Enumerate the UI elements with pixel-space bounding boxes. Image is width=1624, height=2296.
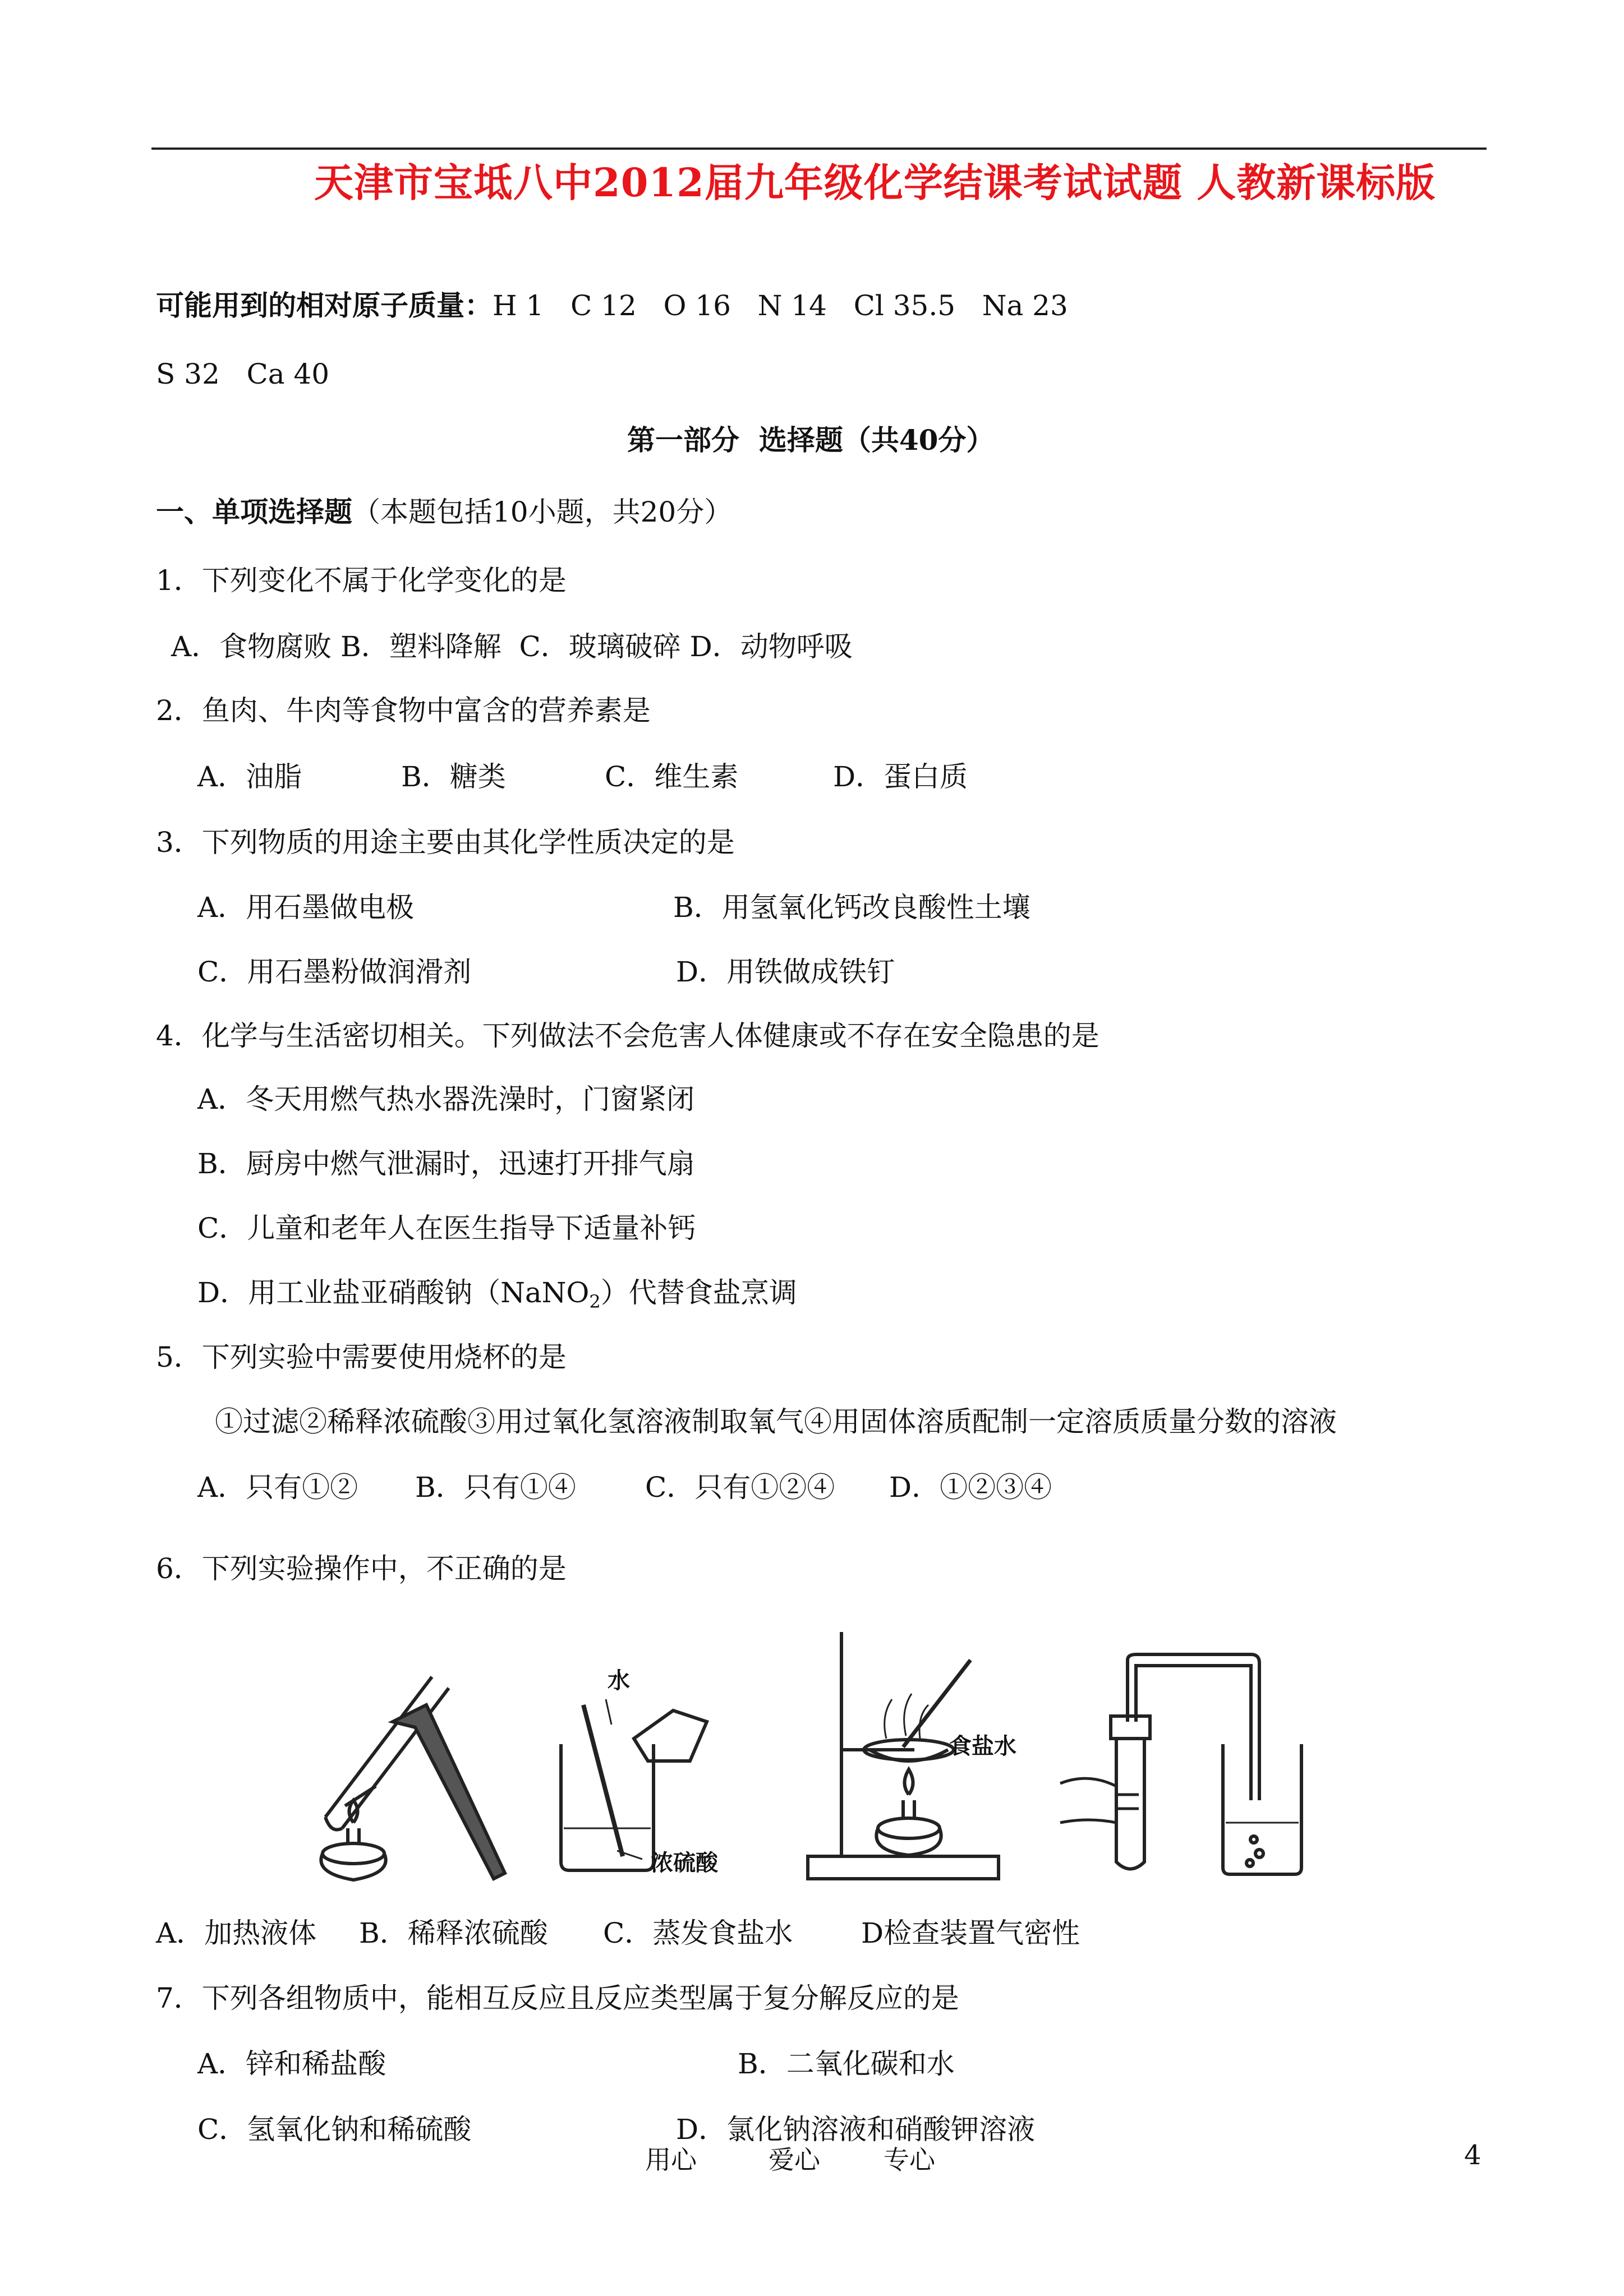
q2-option-d: D．蛋白质	[833, 760, 968, 793]
q3-option-a: A．用石墨做电极	[197, 891, 415, 924]
q6-option-d: D检查装置气密性	[861, 1917, 1080, 1949]
q4-option-d-pre: D．用工业盐亚硝酸钠（NaNO	[197, 1276, 590, 1309]
q4-option-d-sub: 2	[589, 1291, 601, 1312]
q5-option-b: B．只有①④	[415, 1471, 576, 1504]
q3-stem: 3．下列物质的用途主要由其化学性质决定的是	[156, 826, 735, 859]
q7-option-a: A．锌和稀盐酸	[197, 2048, 387, 2080]
q2-stem: 2．鱼肉、牛肉等食物中富含的营养素是	[156, 694, 651, 727]
q3-option-d: D．用铁做成铁钉	[676, 956, 895, 988]
q3-option-b: B．用氢氧化钙改良酸性土壤	[673, 891, 1030, 924]
q4-option-d	[197, 1273, 797, 1321]
heating-liquid-drawing	[292, 1660, 527, 1884]
q4-stem: 4．化学与生活密切相关。下列做法不会危害人体健康或不存在安全隐患的是	[156, 1020, 1099, 1052]
q7-stem: 7．下列各组物质中，能相互反应且反应类型属于复分解反应的是	[156, 1982, 959, 2014]
q7-option-c: C．氢氧化钠和稀硫酸	[197, 2113, 472, 2146]
figure-evaporating	[802, 1626, 1038, 1887]
q1-options: A．食物腐败 B．塑料降解 C．玻璃破碎 D．动物呼吸	[171, 630, 853, 663]
document-title: 天津市宝坻八中2012届九年级化学结课考试试题 人教新课标版	[314, 159, 1436, 206]
figure-diluting-acid	[539, 1667, 774, 1887]
q1-stem: 1．下列变化不属于化学变化的是	[156, 564, 567, 597]
q5-option-d: D．①②③④	[889, 1471, 1052, 1504]
q4-option-d-post: ）代替食盐烹调	[600, 1276, 797, 1309]
q3-option-c: C．用石墨粉做润滑剂	[197, 956, 472, 988]
q4-option-a: A．冬天用燃气热水器洗澡时，门窗紧闭	[197, 1083, 695, 1115]
q6-option-a: A．加热液体	[156, 1917, 317, 1949]
atomic-mass-label: 可能用到的相对原子质量：	[156, 289, 493, 322]
figure-label-salt-water: 食盐水	[949, 1733, 1016, 1759]
q6-stem: 6．下列实验操作中，不正确的是	[156, 1552, 567, 1585]
section1-heading	[156, 492, 732, 532]
q2-option-a: A．油脂	[197, 760, 302, 793]
figure-label-water: 水	[608, 1667, 630, 1694]
section1-note: （本题包括10小题，共20分）	[352, 496, 733, 528]
part1-heading: 第一部分 选择题（共40分）	[627, 423, 995, 457]
q5-stem: 5．下列实验中需要使用烧杯的是	[156, 1341, 567, 1373]
q2-option-b: B．糖类	[401, 760, 506, 793]
airtightness-drawing	[1055, 1654, 1301, 1879]
figure-label-concentrated-acid: 浓硫酸	[651, 1850, 718, 1876]
q4-option-c: C．儿童和老年人在医生指导下适量补钙	[197, 1212, 696, 1244]
footer-text-1: 用心	[645, 2145, 697, 2175]
figure-airtightness	[1055, 1654, 1301, 1881]
q5-items: ①过滤②稀释浓硫酸③用过氧化氢溶液制取氧气④用固体溶质配制一定溶质质量分数的溶液	[215, 1405, 1337, 1438]
figure-heating-liquid	[292, 1660, 527, 1887]
header-rule	[151, 147, 1487, 150]
q5-option-c: C．只有①②④	[645, 1471, 835, 1504]
atomic-mass-line-1	[156, 286, 1068, 325]
q7-option-d: D．氯化钠溶液和硝酸钾溶液	[676, 2113, 1036, 2146]
page-number: 4	[1464, 2140, 1482, 2171]
q7-option-b: B．二氧化碳和水	[738, 2048, 955, 2080]
q2-option-c: C．维生素	[605, 760, 739, 793]
atomic-mass-values-2: S 32 Ca 40	[156, 358, 330, 390]
q6-option-b: B．稀释浓硫酸	[359, 1917, 548, 1949]
q6-option-c: C．蒸发食盐水	[603, 1917, 793, 1949]
footer-text-3: 专心	[884, 2145, 935, 2175]
footer-text-2: 爱心	[769, 2145, 820, 2175]
q4-option-b: B．厨房中燃气泄漏时，迅速打开排气扇	[197, 1147, 695, 1180]
atomic-mass-values-1: H 1 C 12 O 16 N 14 Cl 35.5 Na 23	[493, 289, 1068, 322]
q5-option-a: A．只有①②	[197, 1471, 358, 1504]
section1-label: 一、单项选择题	[156, 495, 352, 528]
